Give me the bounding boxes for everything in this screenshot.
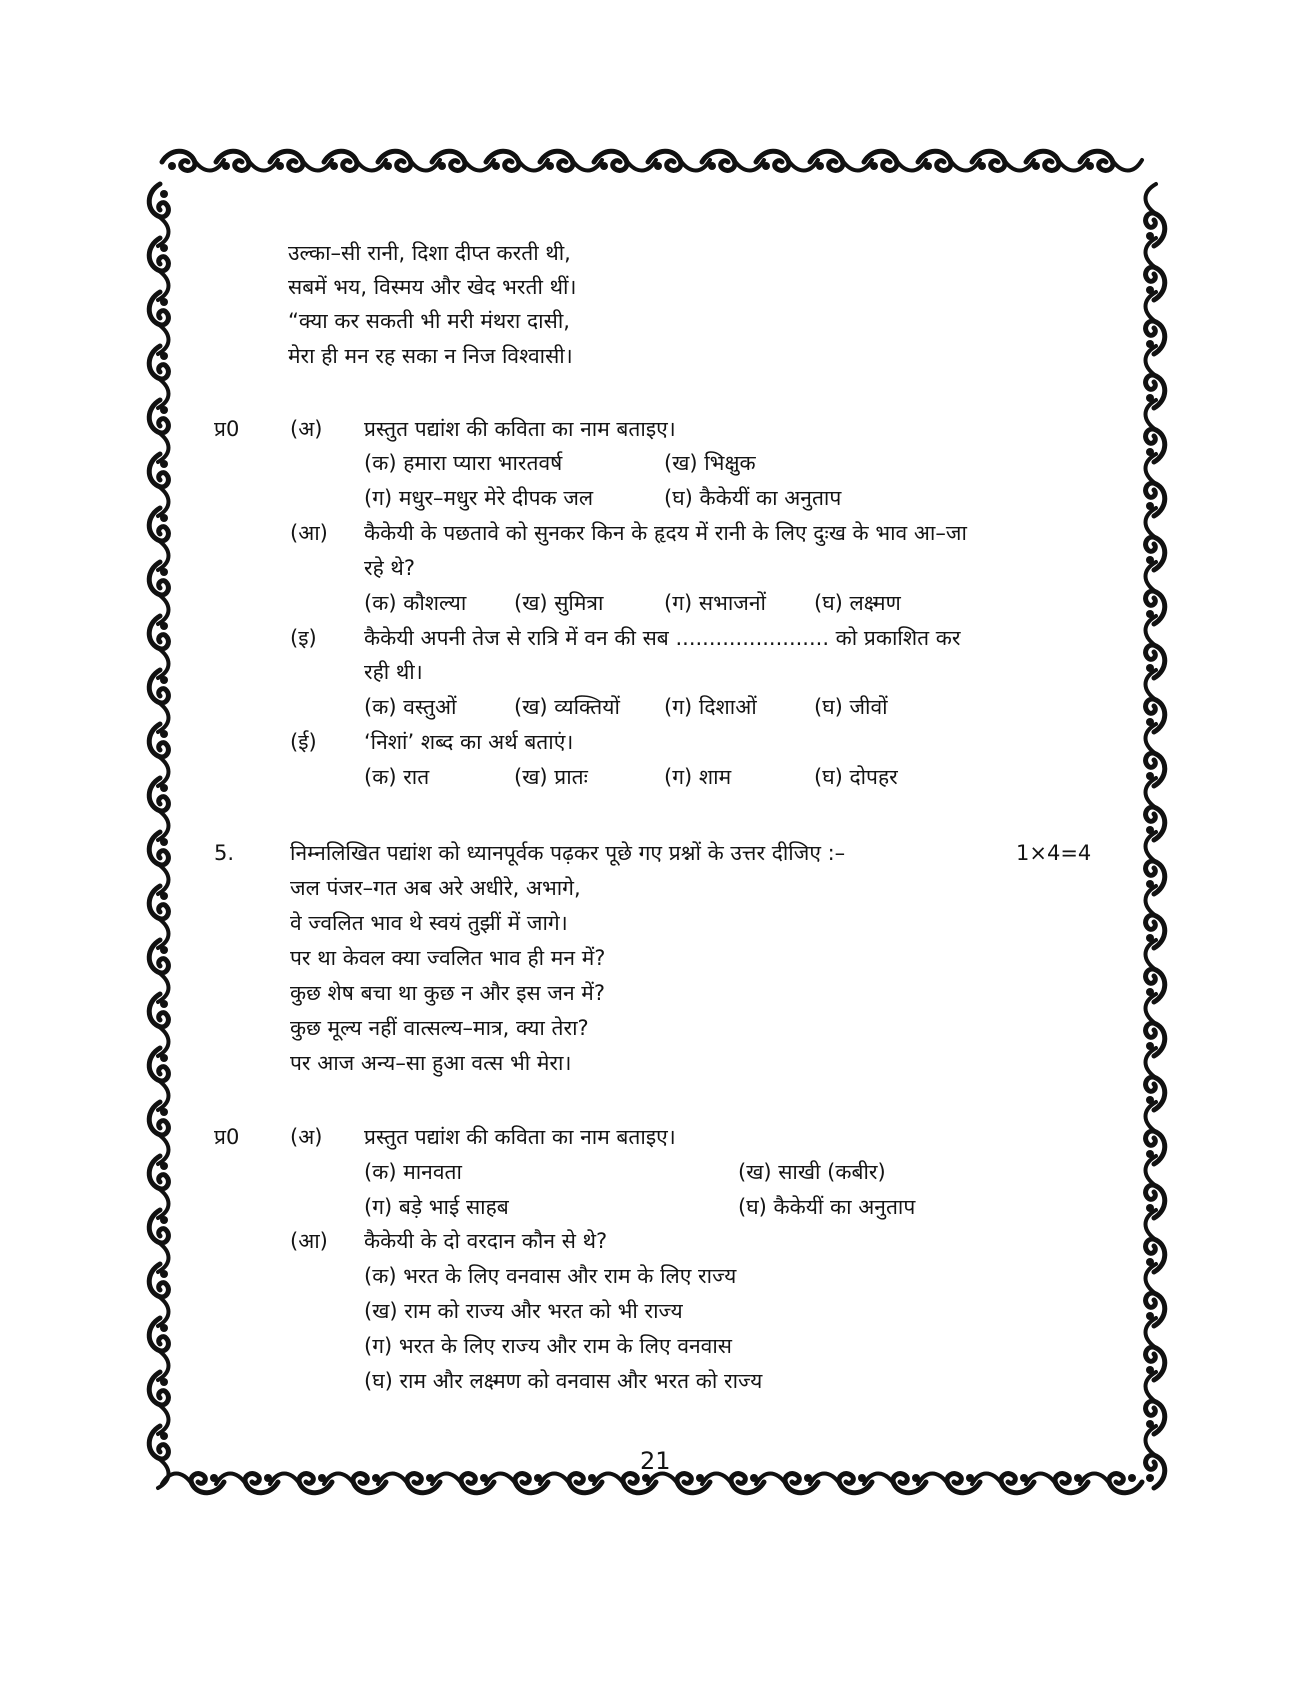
q4-part-i-label: (इ) [290, 626, 317, 650]
q4-part-aa-text-1: कैकेयी के पछतावे को सुनकर किन के हृदय में रानी के लिए दुःख के भाव आ–जा [364, 521, 967, 545]
q5-aa-option-ga: (ग) भरत के लिए राज्य और राम के लिए वनवास [364, 1334, 732, 1358]
q4-aa-option-ga: (ग) सभाजनों [664, 591, 766, 615]
q4-aa-option-ka: (क) कौशल्या [364, 591, 467, 615]
q4-part-ii-label: (ई) [290, 730, 317, 754]
q5-poem-line-4: कुछ शेष बचा था कुछ न और इस जन में? [290, 981, 605, 1005]
q4-part-a-label: (अ) [290, 417, 323, 441]
q5-part-aa-text: कैकेयी के दो वरदान कौन से थे? [364, 1229, 608, 1253]
q4-prefix: प्र0 [214, 417, 240, 441]
q5-prefix: प्र0 [214, 1125, 240, 1149]
q5-number: 5. [214, 841, 235, 865]
q5-instruction: निम्नलिखित पद्यांश को ध्यानपूर्वक पढ़कर पूछे गए प्रश्नों के उत्तर दीजिए :– [290, 841, 846, 865]
q4-part-ii-text: ‘निशां’ शब्द का अर्थ बताएं। [364, 730, 574, 754]
q5-aa-option-gha: (घ) राम और लक्ष्मण को वनवास और भरत को राज्य [364, 1369, 763, 1393]
q5-a-option-gha: (घ) कैकेयीं का अनुताप [738, 1195, 916, 1219]
q4-part-i-text-1: कैकेयी अपनी तेज से रात्रि में वन की सब ....................... को प्रकाशित कर [364, 626, 961, 650]
q5-part-a-text: प्रस्तुत पद्यांश की कविता का नाम बताइए। [364, 1125, 676, 1149]
q5-a-option-kha: (ख) साखी (कबीर) [738, 1160, 886, 1184]
q5-aa-option-ka: (क) भरत के लिए वनवास और राम के लिए राज्य [364, 1264, 737, 1288]
q4-ii-option-ga: (ग) शाम [664, 765, 732, 789]
q4-i-option-kha: (ख) व्यक्तियों [514, 695, 620, 719]
q5-aa-option-kha: (ख) राम को राज्य और भरत को भी राज्य [364, 1299, 683, 1323]
q4-a-option-kha: (ख) भिक्षुक [664, 451, 756, 475]
q5-a-option-ga: (ग) बड़े भाई साहब [364, 1195, 509, 1219]
q5-poem-line-6: पर आज अन्य–सा हुआ वत्स भी मेरा। [290, 1051, 572, 1075]
page-number: 21 [640, 1447, 671, 1475]
q5-part-a-label: (अ) [290, 1125, 323, 1149]
q4-i-option-gha: (घ) जीवों [814, 695, 888, 719]
q4-part-aa-text-2: रहे थे? [364, 556, 415, 580]
poem1-line-2: सबमें भय, विस्मय और खेद भरती थीं। [288, 275, 577, 299]
q5-poem-line-3: पर था केवल क्या ज्वलित भाव ही मन में? [290, 946, 606, 970]
q4-aa-option-kha: (ख) सुमित्रा [514, 591, 604, 615]
q5-a-option-ka: (क) मानवता [364, 1160, 462, 1184]
q4-part-a-text: प्रस्तुत पद्यांश की कविता का नाम बताइए। [364, 417, 676, 441]
q4-part-aa-label: (आ) [290, 521, 328, 545]
q4-ii-option-gha: (घ) दोपहर [814, 765, 898, 789]
q4-i-option-ga: (ग) दिशाओं [664, 695, 757, 719]
q4-i-option-ka: (क) वस्तुओं [364, 695, 457, 719]
q5-marks: 1×4=4 [1016, 841, 1092, 865]
poem1-line-4: मेरा ही मन रह सका न निज विश्वासी। [288, 344, 573, 368]
q5-poem-line-2: वे ज्वलित भाव थे स्वयं तुझीं में जागे। [290, 911, 568, 935]
q5-poem-line-1: जल पंजर–गत अब अरे अधीरे, अभागे, [290, 876, 581, 900]
q4-aa-option-gha: (घ) लक्ष्मण [814, 591, 901, 615]
q4-ii-option-ka: (क) रात [364, 765, 430, 789]
poem1-line-1: उल्का–सी रानी, दिशा दीप्त करती थी, [288, 241, 571, 265]
poem1-line-3: “क्या कर सकती भी मरी मंथरा दासी, [288, 309, 570, 333]
q4-a-option-gha: (घ) कैकेयीं का अनुताप [664, 486, 842, 510]
q5-poem-line-5: कुछ मूल्य नहीं वात्सल्य–मात्र, क्या तेरा? [290, 1016, 589, 1040]
q4-part-i-text-2: रही थी। [364, 660, 423, 684]
q4-a-option-ga: (ग) मधुर–मधुर मेरे दीपक जल [364, 486, 594, 510]
q5-part-aa-label: (आ) [290, 1229, 328, 1253]
q4-a-option-ka: (क) हमारा प्यारा भारतवर्ष [364, 451, 563, 475]
q4-ii-option-kha: (ख) प्रातः [514, 765, 588, 789]
